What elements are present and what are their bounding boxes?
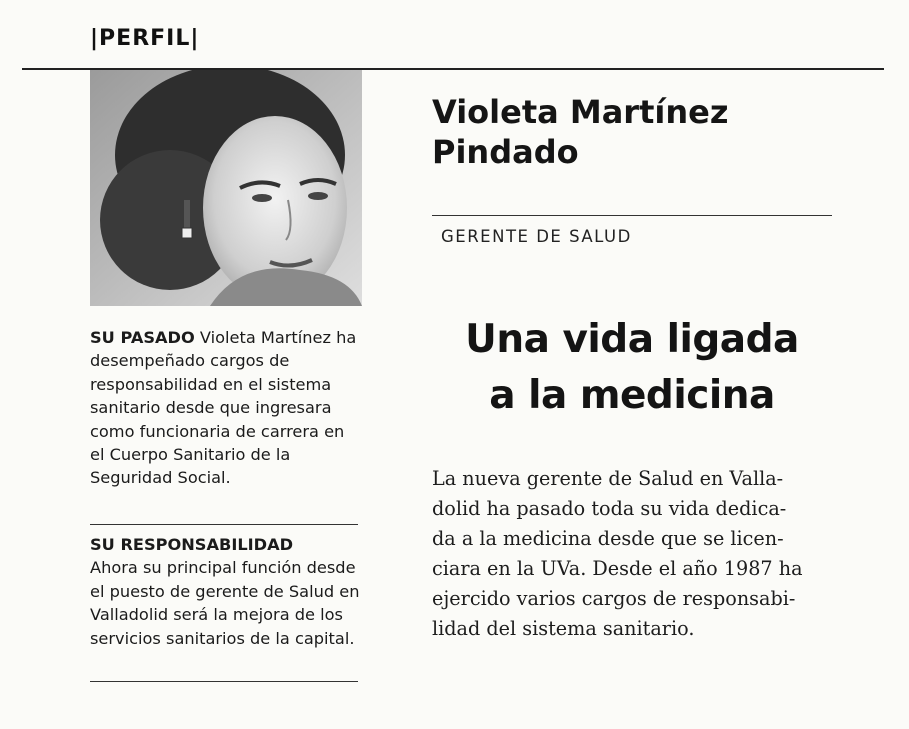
sidebar-bottom-rule: [90, 681, 358, 682]
body-line: lidad del sistema sanitario.: [432, 617, 695, 640]
name-divider: [432, 215, 832, 216]
sidebar-responsibility: [90, 533, 360, 650]
body-line: ejercido varios cargos de responsabi-: [432, 587, 796, 610]
sidebar-middle-rule: [90, 524, 358, 525]
body-line: dolid ha pasado toda su vida dedica-: [432, 497, 787, 520]
responsibility-kicker: SU RESPONSABILIDAD: [90, 535, 294, 554]
article-body: [432, 464, 842, 644]
past-kicker: SU PASADO: [90, 328, 195, 347]
article-headline: [432, 312, 832, 424]
section-tag: |PERFIL|: [90, 26, 200, 51]
profile-role: GERENTE DE SALUD: [441, 227, 632, 246]
portrait-photo: [90, 70, 362, 306]
body-line: ciara en la UVa. Desde el año 1987 ha: [432, 557, 803, 580]
past-text: Violeta Martínez ha desempeñado cargos de responsabilidad en el sistema sanitario desde que ingresara como funcionaria de carrera en el Cuerpo Sanitario de la Seguridad Social.: [90, 328, 357, 488]
headline-line2: a la medicina: [489, 373, 775, 418]
profile-name: [432, 92, 832, 172]
headline-line1: Una vida ligada: [465, 317, 799, 362]
responsibility-text: Ahora su principal función desde el puesto de gerente de Salud en Valladolid será la mejora de los servicios sanitarios de la capital.: [90, 558, 360, 648]
profile-name-line1: Violeta Martínez: [432, 93, 729, 131]
portrait-photo-icon: [90, 70, 362, 306]
profile-name-line2: Pindado: [432, 133, 579, 171]
body-line: da a la medicina desde que se licen-: [432, 527, 784, 550]
sidebar-past: [90, 326, 360, 490]
body-line: La nueva gerente de Salud en Valla-: [432, 467, 784, 490]
